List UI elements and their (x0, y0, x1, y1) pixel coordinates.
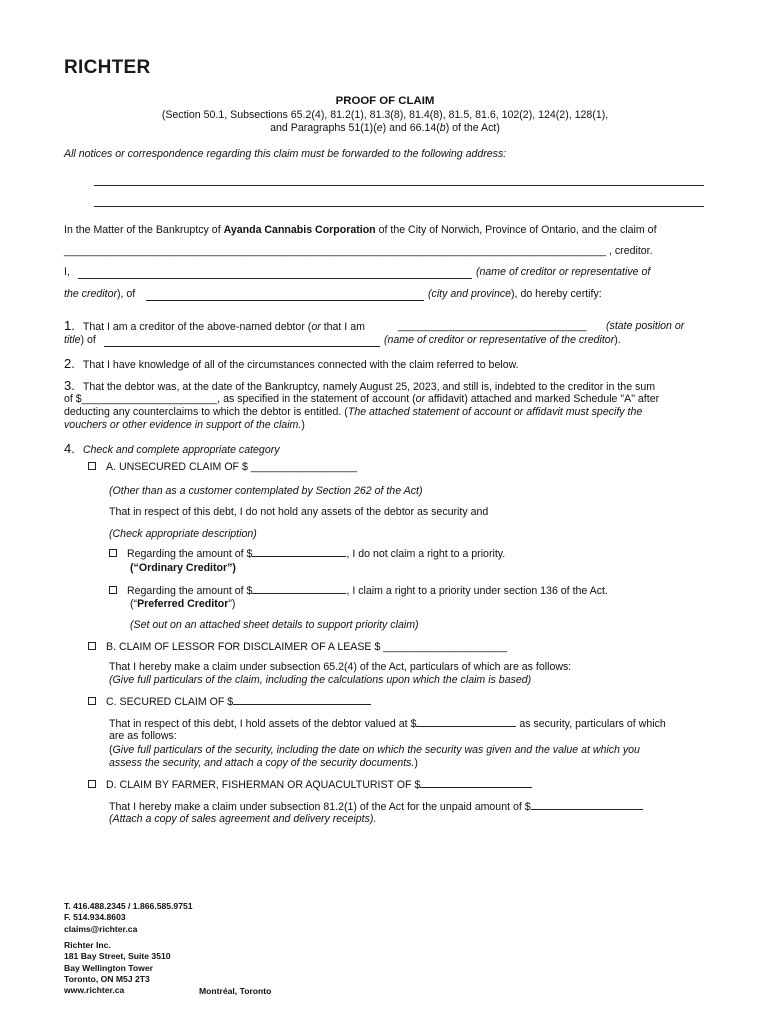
farmer-claim-option[interactable]: D. CLAIM BY FARMER, FISHERMAN OR AQUACULTURIST OF $ (88, 778, 532, 793)
footer-company: Richter Inc. (64, 940, 111, 950)
secured-text: That in respect of this debt, I hold assets of the debtor valued at $ as security, particulars of which (109, 718, 666, 730)
farmer-unpaid-amount-field[interactable] (531, 800, 643, 810)
secured-amount-field[interactable] (233, 695, 371, 705)
secured-text-cont: are as follows: (109, 730, 177, 742)
ordinary-creditor-label: (“Ordinary Creditor”) (130, 562, 236, 574)
position-field[interactable]: ________________________________ (398, 320, 587, 332)
creditor-of-hint: (name of creditor or representative of the creditor). (384, 334, 621, 346)
lessor-claim-option[interactable]: B. CLAIM OF LESSOR FOR DISCLAIMER OF A LEASE $ _____________________ (88, 641, 507, 655)
item-3-line-3: deducting any counterclaims to which the debtor is entitled. (The attached statement of account or affidavit must specify the (64, 406, 643, 418)
unsecured-text: That in respect of this debt, I do not hold any assets of the debtor as security and (109, 506, 489, 518)
lessor-amount-field[interactable]: _____________________ (383, 641, 508, 653)
unsecured-claim-option[interactable]: A. UNSECURED CLAIM OF $ __________________ (88, 461, 357, 475)
check-description-note: (Check appropriate description) (109, 528, 257, 540)
item-1-line-2: title) of (64, 334, 96, 346)
matter-statement: In the Matter of the Bankruptcy of Ayanda Cannabis Corporation of the City of Norwich, Province of Ontario, and the claim of (64, 224, 657, 236)
secured-checkbox[interactable] (88, 697, 96, 705)
unsecured-note: (Other than as a customer contemplated by Section 262 of the Act) (109, 485, 423, 497)
form-subtitle-line-2: and Paragraphs 51(1)(e) and 66.14(b) of the Act) (270, 122, 500, 134)
priority-claim-note: (Set out on an attached sheet details to support priority claim) (130, 619, 419, 631)
footer-contact (64, 901, 193, 935)
creditor-name-field[interactable] (78, 278, 472, 279)
preferred-amount-field[interactable] (252, 584, 346, 594)
preferred-creditor-label: (“Preferred Creditor”) (130, 598, 236, 610)
creditor-line[interactable]: ____________________________________________________________________________________________ , creditor. (64, 245, 653, 257)
lessor-checkbox[interactable] (88, 642, 96, 650)
city-province-field[interactable] (146, 300, 424, 301)
item-3-line-1: 3. That the debtor was, at the date of the Bankruptcy, namely August 25, 2023, and still is, indebted to the creditor in the sum (64, 378, 656, 393)
city-province-hint: (city and province), do hereby certify: (428, 288, 602, 300)
address-line-2[interactable] (94, 206, 704, 207)
secured-claim-option[interactable]: C. SECURED CLAIM OF $ (88, 695, 371, 710)
form-title: PROOF OF CLAIM (335, 95, 435, 107)
secured-note-line-1: (Give full particulars of the security, including the date on which the security was given and the value at which you (109, 744, 640, 756)
creditor-of-field[interactable] (104, 346, 380, 347)
footer-building: Bay Wellington Tower (64, 962, 153, 973)
farmer-note: (Attach a copy of sales agreement and delivery receipts). (109, 813, 377, 825)
item-3-line-4: vouchers or other evidence in support of the claim.) (64, 419, 305, 431)
creditor-hint-cont: the creditor), of (64, 288, 136, 300)
farmer-text: That I hereby make a claim under subsection 81.2(1) of the Act for the unpaid amount of $ (109, 800, 643, 815)
ordinary-creditor-option[interactable]: Regarding the amount of $ , I do not claim a right to a priority. (109, 547, 505, 562)
footer-web[interactable]: www.richter.ca (64, 985, 125, 996)
footer-address (64, 940, 171, 997)
footer-offices: Montréal, Toronto (199, 986, 272, 996)
unsecured-amount-field[interactable]: __________________ (250, 461, 357, 473)
footer-street: 181 Bay Street, Suite 3510 (64, 951, 171, 962)
item-2: 2. That I have knowledge of all of the circumstances connected with the claim referred to below. (64, 356, 519, 371)
ordinary-amount-field[interactable] (252, 547, 346, 557)
lessor-note: (Give full particulars of the claim, including the calculations upon which the claim is based) (109, 674, 532, 686)
preferred-checkbox[interactable] (109, 586, 117, 594)
address-line-1[interactable] (94, 185, 704, 186)
item-4: 4. Check and complete appropriate category (64, 441, 280, 456)
footer-phone: T. 416.488.2345 / 1.866.585.9751 (64, 901, 193, 911)
preferred-creditor-option[interactable]: Regarding the amount of $ , I claim a right to a priority under section 136 of the Act. (109, 584, 608, 599)
item-3-line-2[interactable]: of $_______________________, as specified in the statement of account (or affidavit) attached and marked Schedule "A" after (64, 393, 660, 405)
item-1-line-1: 1. That I am a creditor of the above-named debtor (or that I am (64, 318, 365, 333)
creditor-name-hint: (name of creditor or representative of (476, 266, 651, 278)
lessor-text: That I hereby make a claim under subsection 65.2(4) of the Act, particulars of which are as follows: (109, 661, 572, 673)
richter-logo: RICHTER (64, 57, 151, 78)
secured-note-line-2: assess the security, and attach a copy of the security documents.) (109, 757, 418, 769)
footer-fax: F. 514.934.8603 (64, 912, 126, 923)
address-notice: All notices or correspondence regarding this claim must be forwarded to the following address: (64, 148, 507, 160)
farmer-checkbox[interactable] (88, 780, 96, 788)
i-label: I, (64, 266, 70, 278)
farmer-amount-field[interactable] (420, 778, 532, 788)
footer-email[interactable]: claims@richter.ca (64, 923, 138, 934)
position-hint: (state position or (606, 320, 685, 332)
unsecured-checkbox[interactable] (88, 462, 96, 470)
footer-city: Toronto, ON M5J 2T3 (64, 974, 150, 985)
ordinary-checkbox[interactable] (109, 549, 117, 557)
secured-assets-value-field[interactable] (416, 717, 516, 727)
form-subtitle-line-1: (Section 50.1, Subsections 65.2(4), 81.2(1), 81.3(8), 81.4(8), 81.5, 81.6, 102(2), 124(2), 128(1), (161, 109, 609, 121)
